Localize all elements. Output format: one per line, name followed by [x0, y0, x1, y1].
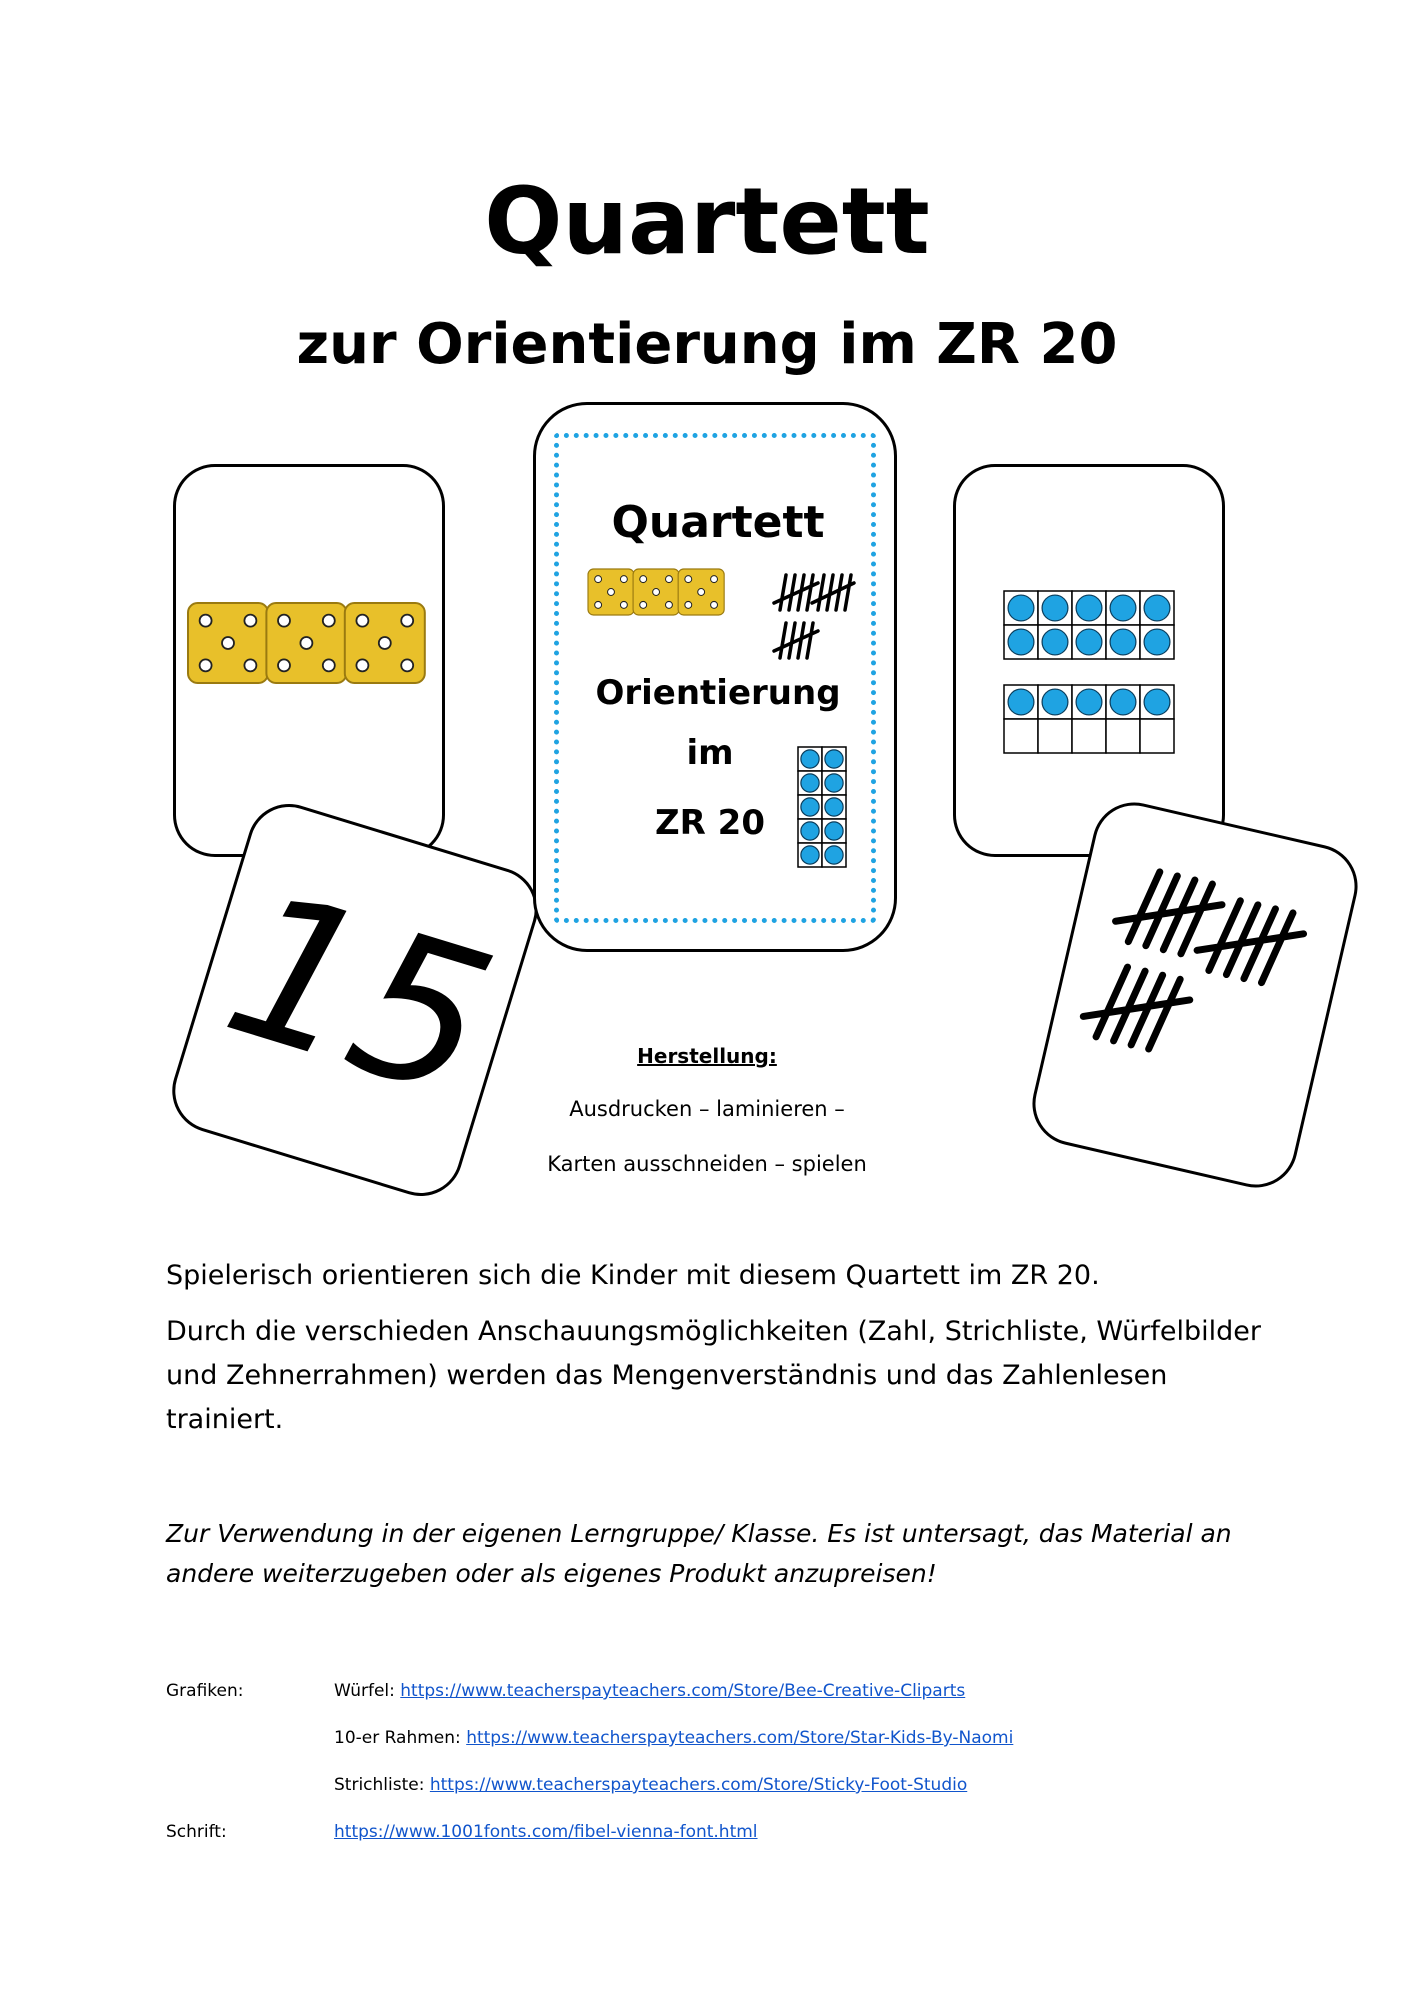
intro-paragraph: Spielerisch orientieren sich die Kinder mit diesem Quartett im ZR 20. [166, 1260, 1100, 1291]
credit-rahmen-link[interactable]: https://www.teacherspayteachers.com/Store/Star-Kids-By-Naomi [466, 1728, 1014, 1748]
cover-ten-frame-image [796, 745, 848, 875]
credit-strichliste-label: Strichliste: [334, 1775, 425, 1795]
cover-dice-image [584, 563, 734, 619]
cover-tally-image [766, 565, 856, 675]
cover-card-title: Quartett [611, 497, 825, 548]
cover-card-line3: ZR 20 [655, 803, 765, 843]
credit-wuerfel-label: Würfel: [334, 1681, 395, 1701]
credit-strichliste-link[interactable]: https://www.teacherspayteachers.com/Store/Sticky-Foot-Studio [429, 1775, 968, 1795]
dice-card [173, 464, 445, 857]
credits-grafiken-label: Grafiken: [166, 1681, 244, 1701]
credit-schrift [334, 1822, 758, 1842]
ten-frame-card [953, 464, 1225, 857]
description-paragraph: Durch die verschieden Anschauungsmöglichkeiten (Zahl, Strichliste, Würfelbilder und Zehnerrahmen) werden das Mengenverständnis und das Zahlenlesen trainiert. [166, 1316, 1261, 1435]
credit-rahmen-label: 10-er Rahmen: [334, 1728, 461, 1748]
cover-card [533, 402, 897, 952]
cover-card-line1: Orientierung [595, 673, 841, 713]
credit-rahmen [334, 1728, 1013, 1748]
dice-image [176, 467, 442, 854]
ten-frame-image [956, 467, 1222, 854]
page-subtitle: zur Orientierung im ZR 20 [296, 312, 1118, 377]
credit-wuerfel [334, 1681, 965, 1701]
number-card-value: 15 [203, 847, 516, 1145]
cover-card-line2: im [686, 733, 734, 773]
credits-schrift-label: Schrift: [166, 1822, 227, 1842]
herstellung-heading: Herstellung: [637, 1044, 777, 1068]
credit-schrift-link[interactable]: https://www.1001fonts.com/fibel-vienna-font.html [334, 1822, 758, 1842]
credit-strichliste [334, 1775, 967, 1795]
usage-notice: Zur Verwendung in der eigenen Lerngruppe/ Klasse. Es ist untersagt, das Material an andere weiterzugeben oder als eigenes Produkt anzupreisen! [166, 1519, 1232, 1588]
herstellung-line1: Ausdrucken – laminieren – [569, 1097, 845, 1121]
page-title: Quartett [484, 168, 930, 275]
herstellung-line2: Karten ausschneiden – spielen [547, 1152, 867, 1176]
credit-wuerfel-link[interactable]: https://www.teacherspayteachers.com/Store/Bee-Creative-Cliparts [400, 1681, 966, 1701]
